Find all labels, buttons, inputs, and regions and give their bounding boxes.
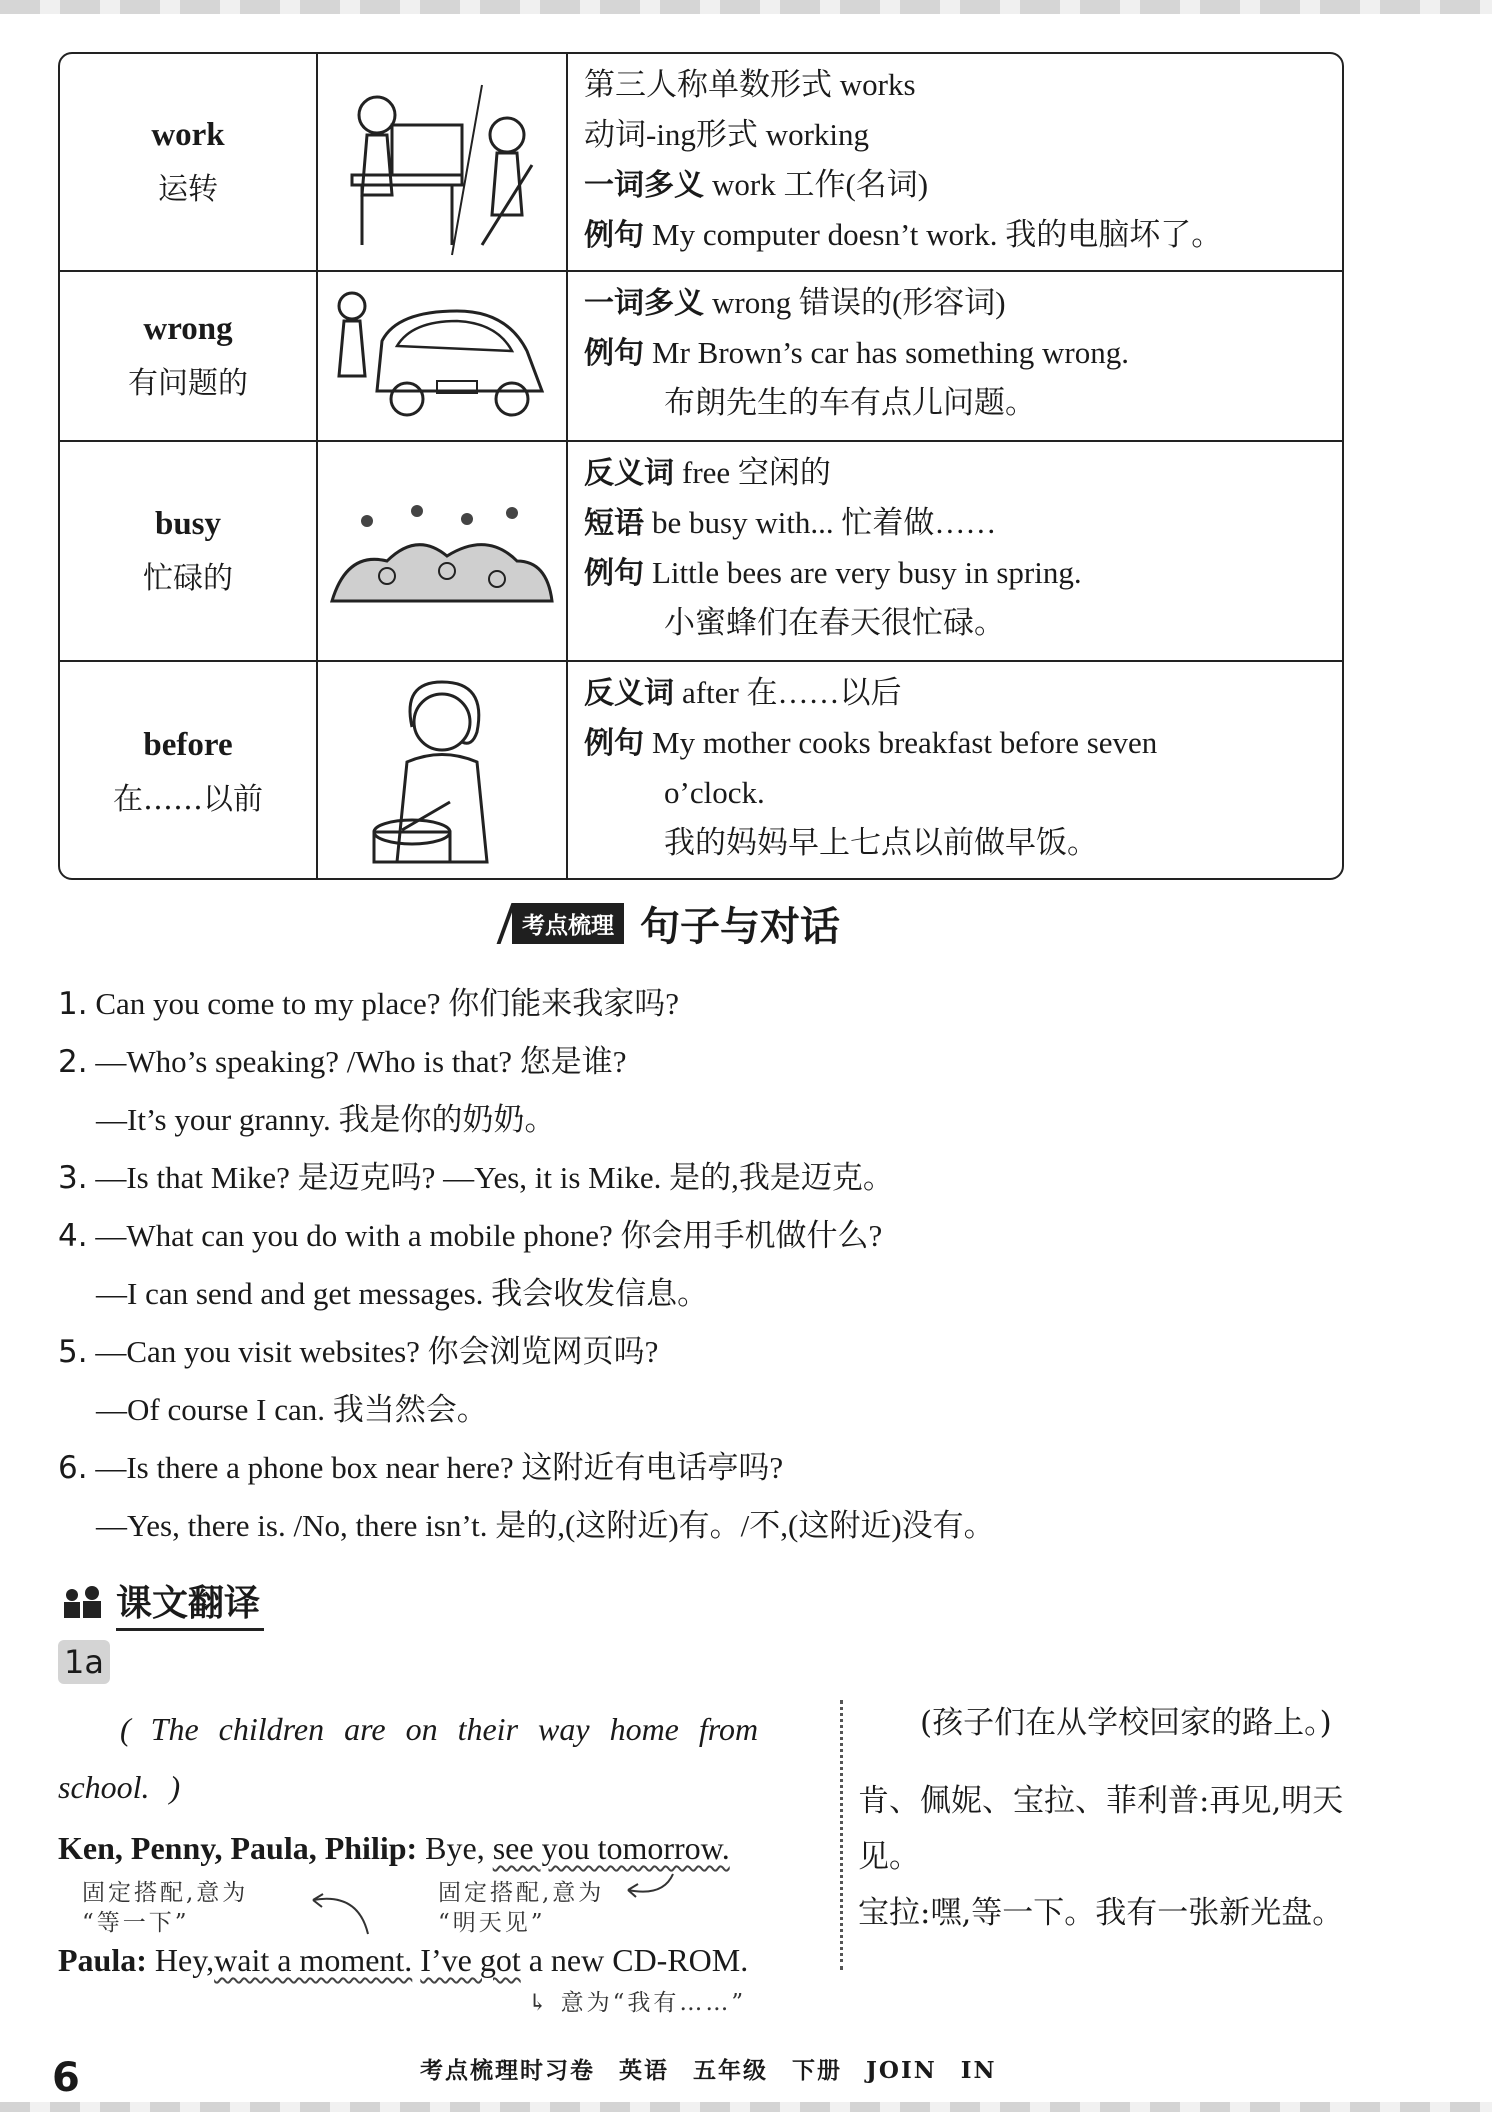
car-illustration-icon (327, 281, 557, 431)
illustration-car (318, 272, 568, 440)
info-line (584, 278, 1342, 328)
top-edge (0, 0, 1492, 14)
word-cn: 运转 (158, 171, 218, 207)
info-text: My mother cooks breakfast before seven (652, 725, 1158, 760)
info-text: Mr Brown’s car has something wrong. (652, 335, 1129, 370)
info-text: wrong 错误的(形容词) (712, 285, 1006, 320)
dialogue-text: a new CD-ROM. (528, 1942, 749, 1978)
info-text: free 空闲的 (682, 455, 831, 490)
english-text (58, 1700, 828, 2017)
speaker-name: Paula: (58, 1942, 147, 1978)
note-ive-got: ↳ 意为“我有……” (528, 1990, 747, 2016)
word-cn: 忙碌的 (143, 560, 233, 596)
column-divider (840, 1700, 843, 1970)
word-cell (60, 442, 318, 660)
translation-line-2: 宝拉:嘿,等一下。我有一张新光盘。 (858, 1895, 1344, 1931)
info-line (584, 378, 1342, 428)
info-tag: 短语 (584, 506, 644, 541)
info-line (584, 328, 1342, 378)
info-line (584, 498, 1342, 548)
vocab-row-before (60, 662, 1342, 880)
info-text: 小蜜蜂们在春天很忙碌。 (664, 605, 1005, 640)
info-text: o’clock. (664, 775, 765, 810)
sentence-item: 4. —What can you do with a mobile phone? 你会用手机做什么? (58, 1218, 883, 1254)
info-text: after 在……以后 (682, 675, 902, 710)
dialogue-text: Bye, (425, 1830, 485, 1866)
info-text: My computer doesn’t work. 我的电脑坏了。 (652, 217, 1223, 252)
info-text: be busy with... 忙着做…… (652, 505, 997, 540)
note-see-you-2: “明天见” (438, 1910, 546, 1936)
word-en: busy (154, 505, 222, 542)
sentence-item: 3. —Is that Mike? 是迈克吗? —Yes, it is Mike. 是的,我是迈克。 (58, 1160, 894, 1196)
intro-italic: ( The children are on their way home from school. ) (58, 1711, 759, 1805)
note-wait-a-moment-2: “等一下” (82, 1910, 190, 1936)
info-line (584, 768, 1342, 818)
word-info (568, 662, 1342, 880)
word-cn: 在……以前 (113, 781, 263, 817)
info-tag: 例句 (584, 336, 644, 371)
word-en: wrong (143, 310, 233, 347)
sentence-item: —Of course I can. 我当然会。 (96, 1392, 488, 1427)
info-text: 我的妈妈早上七点以前做早饭。 (664, 825, 1098, 860)
info-line (584, 598, 1342, 648)
section-badge: 考点梳理 (512, 903, 624, 944)
info-line (584, 160, 1342, 210)
info-text: Little bees are very busy in spring. (652, 555, 1082, 590)
exercise-badge: 1a (58, 1640, 110, 1684)
phrase-see-you-tomorrow: see you tomorrow. (492, 1830, 730, 1866)
sentence-list (58, 975, 1358, 1555)
word-info (568, 272, 1342, 440)
dialogue-line-1 (58, 1824, 828, 1872)
word-cell (60, 272, 318, 440)
people-icon (58, 1585, 108, 1621)
info-tag: 例句 (584, 726, 644, 761)
info-line (584, 548, 1342, 598)
illustration-bees (318, 442, 568, 660)
info-text: 动词-ing形式 working (584, 117, 870, 152)
illustration-cooking (318, 662, 568, 880)
vocab-row-busy (60, 442, 1342, 662)
illustration-computer (318, 54, 568, 270)
sentence-item: 2. —Who’s speaking? /Who is that? 您是谁? (58, 1044, 627, 1080)
note-see-you-1: 固定搭配,意为 (438, 1880, 605, 1906)
sentence-item: 6. —Is there a phone box near here? 这附近有电话亭吗? (58, 1450, 784, 1486)
word-cell (60, 662, 318, 880)
section-header (512, 895, 840, 951)
bees-flowers-icon (327, 491, 557, 611)
info-line (584, 60, 1342, 110)
word-cell (60, 54, 318, 270)
info-tag: 例句 (584, 218, 644, 253)
vocab-row-work (60, 54, 1342, 272)
dialogue-text: Hey, (154, 1942, 215, 1978)
word-info (568, 54, 1342, 270)
word-en: work (151, 116, 225, 153)
woman-cooking-icon (342, 672, 542, 872)
page-number: 6 (52, 2055, 80, 2101)
info-tag: 反义词 (584, 676, 674, 711)
info-line (584, 110, 1342, 160)
phrase-ive-got: I’ve got (420, 1942, 521, 1978)
translation-intro: (孩子们在从学校回家的路上。) (920, 1705, 1332, 1741)
sentence-item: 1. Can you come to my place? 你们能来我家吗? (58, 986, 680, 1022)
info-tag: 一词多义 (584, 168, 704, 203)
section-title: 句子与对话 (640, 903, 840, 950)
info-tag: 例句 (584, 556, 644, 591)
word-en: before (143, 726, 233, 763)
note-wait-a-moment-1: 固定搭配,意为 (82, 1880, 249, 1906)
footer-text: 考点梳理时习卷 英语 五年级 下册 JOIN IN (420, 2057, 997, 2084)
sentence-item: —It’s your granny. 我是你的奶奶。 (96, 1102, 556, 1137)
arrow-icon (308, 1892, 378, 1937)
computer-illustration-icon (332, 65, 552, 260)
word-info (568, 442, 1342, 660)
speaker-names: Ken, Penny, Paula, Philip: (58, 1830, 418, 1866)
translation-line-1: 肯、佩妮、宝拉、菲利普:再见,明天见。 (858, 1783, 1344, 1875)
info-line (584, 448, 1342, 498)
info-line (584, 818, 1342, 868)
translation-header (58, 1575, 264, 1631)
arrow-icon (618, 1872, 678, 1902)
word-cn: 有问题的 (128, 365, 248, 401)
info-line (584, 718, 1342, 768)
info-line (584, 210, 1342, 260)
info-text: 第三人称单数形式 works (584, 67, 916, 102)
vocab-row-wrong (60, 272, 1342, 442)
translation-title: 课文翻译 (116, 1575, 264, 1631)
info-line (584, 668, 1342, 718)
info-text: work 工作(名词) (712, 167, 929, 202)
sentence-item: —I can send and get messages. 我会收发信息。 (96, 1276, 709, 1311)
sentence-item: 5. —Can you visit websites? 你会浏览网页吗? (58, 1334, 659, 1370)
vocabulary-table (58, 52, 1344, 880)
sentence-item: —Yes, there is. /No, there isn’t. 是的,(这附近)有。/不,(这附近)没有。 (96, 1508, 995, 1543)
info-tag: 反义词 (584, 456, 674, 491)
annotation-area (58, 1872, 828, 1936)
chinese-translation (858, 1695, 1358, 1941)
info-tag: 一词多义 (584, 286, 704, 321)
bottom-edge (0, 2102, 1492, 2112)
info-text: 布朗先生的车有点儿问题。 (664, 385, 1036, 420)
phrase-wait-a-moment: wait a moment. (214, 1942, 413, 1978)
dialogue-line-2 (58, 1936, 828, 1984)
